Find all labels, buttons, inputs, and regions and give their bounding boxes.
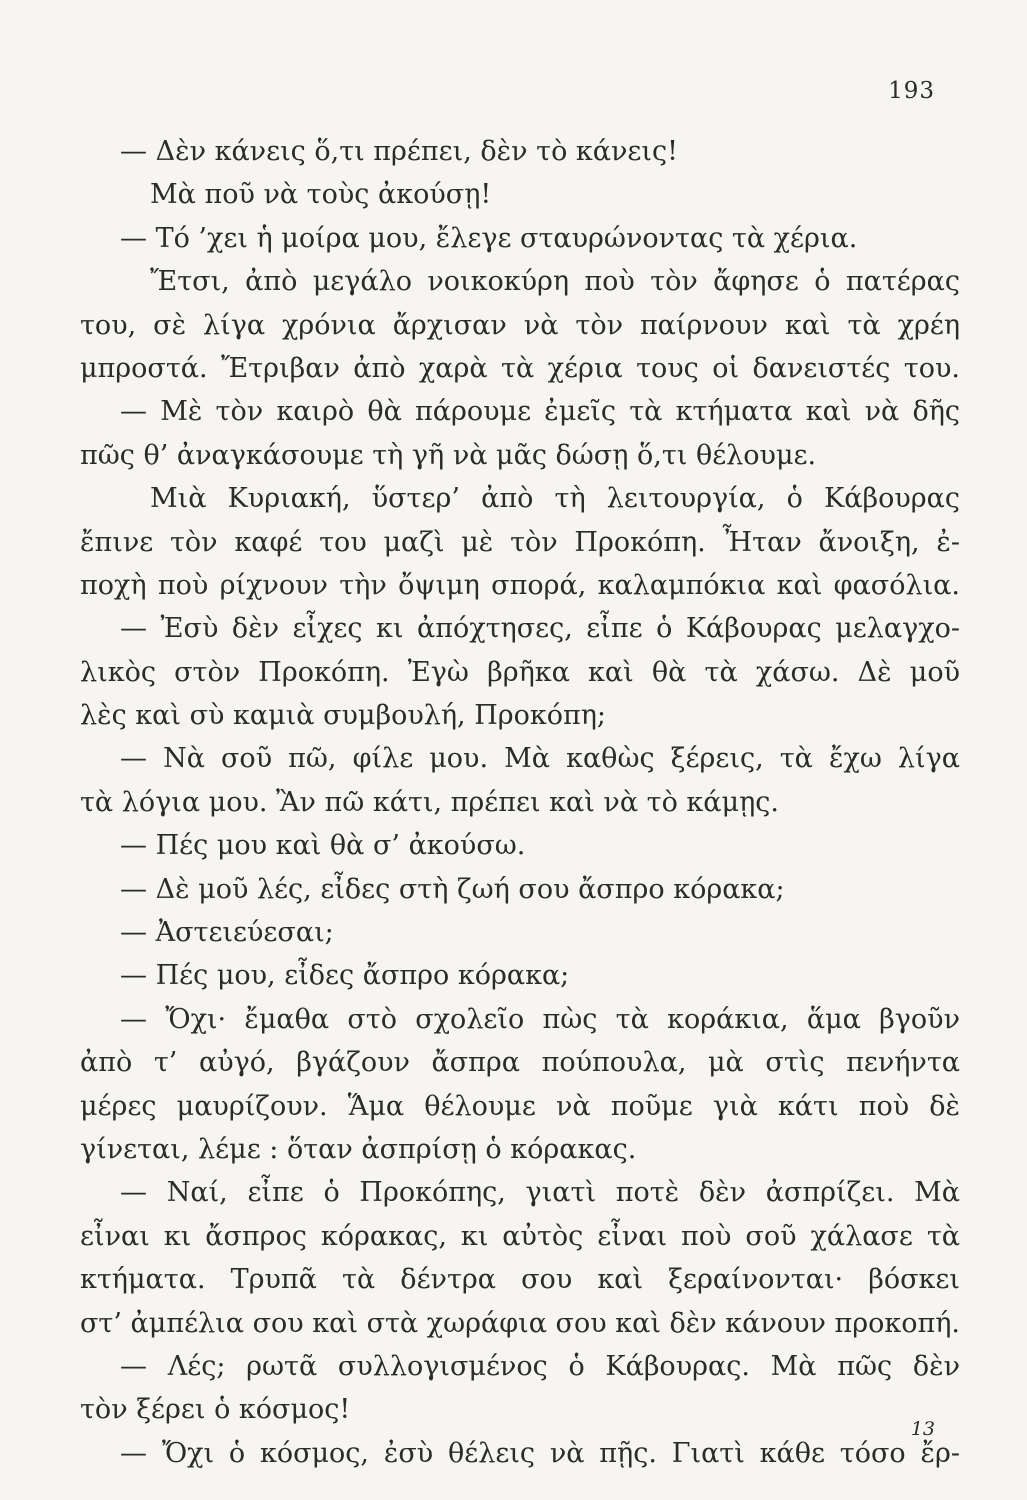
text-line: — Ναί, εἶπε ὁ Προκόπης, γιατὶ ποτὲ δὲν ἀσπρίζει. Μὰ <box>120 1177 960 1209</box>
text-line: λὲς καὶ σὺ καμιὰ συμβουλή, Προκόπη; <box>80 700 607 732</box>
text-line: κτήματα. Τρυπᾶ τὰ δέντρα σου καὶ ξεραίνονται· βόσκει <box>80 1264 960 1296</box>
text-line: του, σὲ λίγα χρόνια ἄρχισαν νὰ τὸν παίρνουν καὶ τὰ χρέη <box>80 309 960 341</box>
text-line: — Τό ’χει ἡ μοίρα μου, ἔλεγε σταυρώνοντας τὰ χέρια. <box>120 222 858 254</box>
page-number: 193 <box>888 78 935 104</box>
text-line: — Ὄχι· ἔμαθα στὸ σχολεῖο πὼς τὰ κοράκια, ἅμα βγοῦν <box>120 1003 960 1035</box>
text-line: πῶς θ’ ἀναγκάσουμε τὴ γῆ νὰ μᾶς δώσῃ ὅ,τι θέλουμε. <box>80 439 817 471</box>
text-line: Μὰ ποῦ νὰ τοὺς ἀκούσῃ! <box>150 179 492 211</box>
text-line: Μιὰ Κυριακή, ὕστερ’ ἀπὸ τὴ λειτουργία, ὁ Κάβουρας <box>150 483 960 515</box>
text-line: — Δὲ μοῦ λές, εἶδες στὴ ζωή σου ἄσπρο κόρακα; <box>120 873 785 905</box>
text-line: — Πές μου, εἶδες ἄσπρο κόρακα; <box>120 960 570 992</box>
text-line: Ἔτσι, ἀπὸ μεγάλο νοικοκύρη ποὺ τὸν ἄφησε ὁ πατέρας <box>150 266 960 298</box>
text-line: — Μὲ τὸν καιρὸ θὰ πάρουμε ἐμεῖς τὰ κτήματα καὶ νὰ δῆς <box>120 396 960 428</box>
text-line: — Λές; ρωτᾶ συλλογισμένος ὁ Κάβουρας. Μὰ πῶς δὲν <box>120 1350 960 1382</box>
text-line: μέρες μαυρίζουν. Ἅμα θέλουμε νὰ ποῦμε γιὰ κάτι ποὺ δὲ <box>80 1090 960 1122</box>
text-line: τὰ λόγια μου. Ἂν πῶ κάτι, πρέπει καὶ νὰ τὸ κάμῃς. <box>80 786 779 818</box>
text-line: γίνεται, λέμε : ὅταν ἀσπρίσῃ ὁ κόρακας. <box>80 1133 637 1165</box>
text-line: — Νὰ σοῦ πῶ, φίλε μου. Μὰ καθὼς ξέρεις, τὰ ἔχω λίγα <box>120 743 960 775</box>
text-line: — Δὲν κάνεις ὅ,τι πρέπει, δὲν τὸ κάνεις! <box>120 136 678 167</box>
page-text <box>80 130 960 1475</box>
text-line: — Πές μου καὶ θὰ σ’ ἀκούσω. <box>120 830 526 862</box>
signature-mark: 13 <box>910 1418 935 1440</box>
text-line: τὸν ξέρει ὁ κόσμος! <box>80 1394 351 1426</box>
text-line: εἶναι κι ἄσπρος κόρακας, κι αὐτὸς εἶναι ποὺ σοῦ χάλασε τὰ <box>80 1220 960 1252</box>
text-line: ἔπινε τὸν καφέ του μαζὶ μὲ τὸν Προκόπη. Ἦταν ἄνοιξη, ἐ- <box>80 526 960 558</box>
text-line: — Ὄχι ὁ κόσμος, ἐσὺ θέλεις νὰ πῇς. Γιατὶ κάθε τόσο ἔρ- <box>120 1437 960 1469</box>
text-line: ἀπὸ τ’ αὐγό, βγάζουν ἄσπρα πούπουλα, μὰ στὶς πενήντα <box>80 1047 960 1079</box>
text-line: — Ἐσὺ δὲν εἶχες κι ἀπόχτησες, εἶπε ὁ Κάβουρας μελαγχο- <box>120 613 960 645</box>
text-line: στ’ ἀμπέλια σου καὶ στὰ χωράφια σου καὶ δὲν κάνουν προκοπή. <box>80 1307 960 1339</box>
text-line: — Ἀστειεύεσαι; <box>120 917 334 949</box>
text-line: μπροστά. Ἔτριβαν ἀπὸ χαρὰ τὰ χέρια τους οἱ δανειστές του. <box>80 352 960 384</box>
text-line: λικὸς στὸν Προκόπη. Ἐγὼ βρῆκα καὶ θὰ τὰ χάσω. Δὲ μοῦ <box>80 656 960 688</box>
text-line: ποχὴ ποὺ ρίχνουν τὴν ὄψιμη σπορά, καλαμπόκια καὶ φασόλια. <box>80 569 960 601</box>
